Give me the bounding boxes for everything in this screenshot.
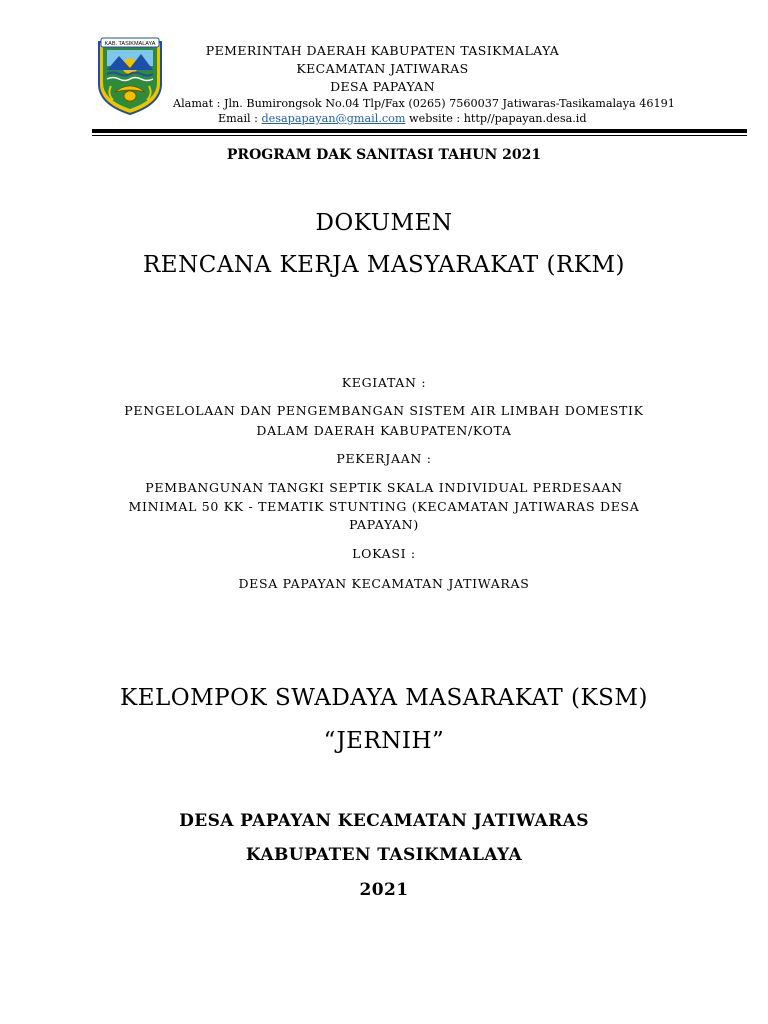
kegiatan-value-line1: PENGELOLAAN DAN PENGEMBANGAN SISTEM AIR LIMBAH DOMESTIK	[124, 403, 644, 418]
website-text: website : http//papayan.desa.id	[405, 112, 587, 125]
letterhead-divider-thick	[92, 129, 747, 133]
lokasi-value: DESA PAPAYAN KECAMATAN JATIWARAS	[238, 576, 530, 591]
email-link[interactable]: desapapayan@gmail.com	[261, 112, 406, 125]
letterhead-government: PEMERINTAH DAERAH KABUPATEN TASIKMALAYA	[205, 43, 560, 58]
letterhead-divider-thin	[92, 135, 747, 136]
letterhead-contact	[218, 112, 587, 125]
letterhead-village: DESA PAPAYAN	[330, 79, 435, 94]
pekerjaan-value-line3: PAPAYAN)	[349, 517, 419, 532]
footer-year: 2021	[359, 880, 409, 900]
footer-village: DESA PAPAYAN KECAMATAN JATIWARAS	[179, 811, 589, 831]
kegiatan-label: KEGIATAN :	[341, 375, 427, 390]
program-title: PROGRAM DAK SANITASI TAHUN 2021	[226, 147, 542, 163]
pekerjaan-value-line1: PEMBANGUNAN TANGKI SEPTIK SKALA INDIVIDUAL PERDESAAN	[145, 480, 623, 495]
logo-banner-text: KAB. TASIKMALAYA	[104, 41, 156, 47]
ksm-name: “JERNIH”	[323, 728, 445, 754]
document-title: DOKUMEN	[315, 210, 453, 236]
letterhead-district: KECAMATAN JATIWARAS	[296, 61, 469, 76]
ksm-title: KELOMPOK SWADAYA MASARAKAT (KSM)	[120, 685, 648, 711]
pekerjaan-value-line2: MINIMAL 50 KK - TEMATIK STUNTING (KECAMATAN JATIWARAS DESA	[128, 499, 640, 514]
lokasi-label: LOKASI :	[352, 546, 416, 561]
document-subtitle: RENCANA KERJA MASYARAKAT (RKM)	[142, 252, 626, 278]
letterhead-address: Alamat : Jln. Bumirongsok No.04 Tlp/Fax (0265) 7560037 Jatiwaras-Tasikamalaya 46191	[173, 97, 675, 110]
email-label: Email :	[218, 112, 262, 125]
footer-regency: KABUPATEN TASIKMALAYA	[245, 845, 523, 865]
kegiatan-value-line2: DALAM DAERAH KABUPATEN/KOTA	[256, 423, 512, 438]
pekerjaan-label: PEKERJAAN :	[336, 451, 432, 466]
